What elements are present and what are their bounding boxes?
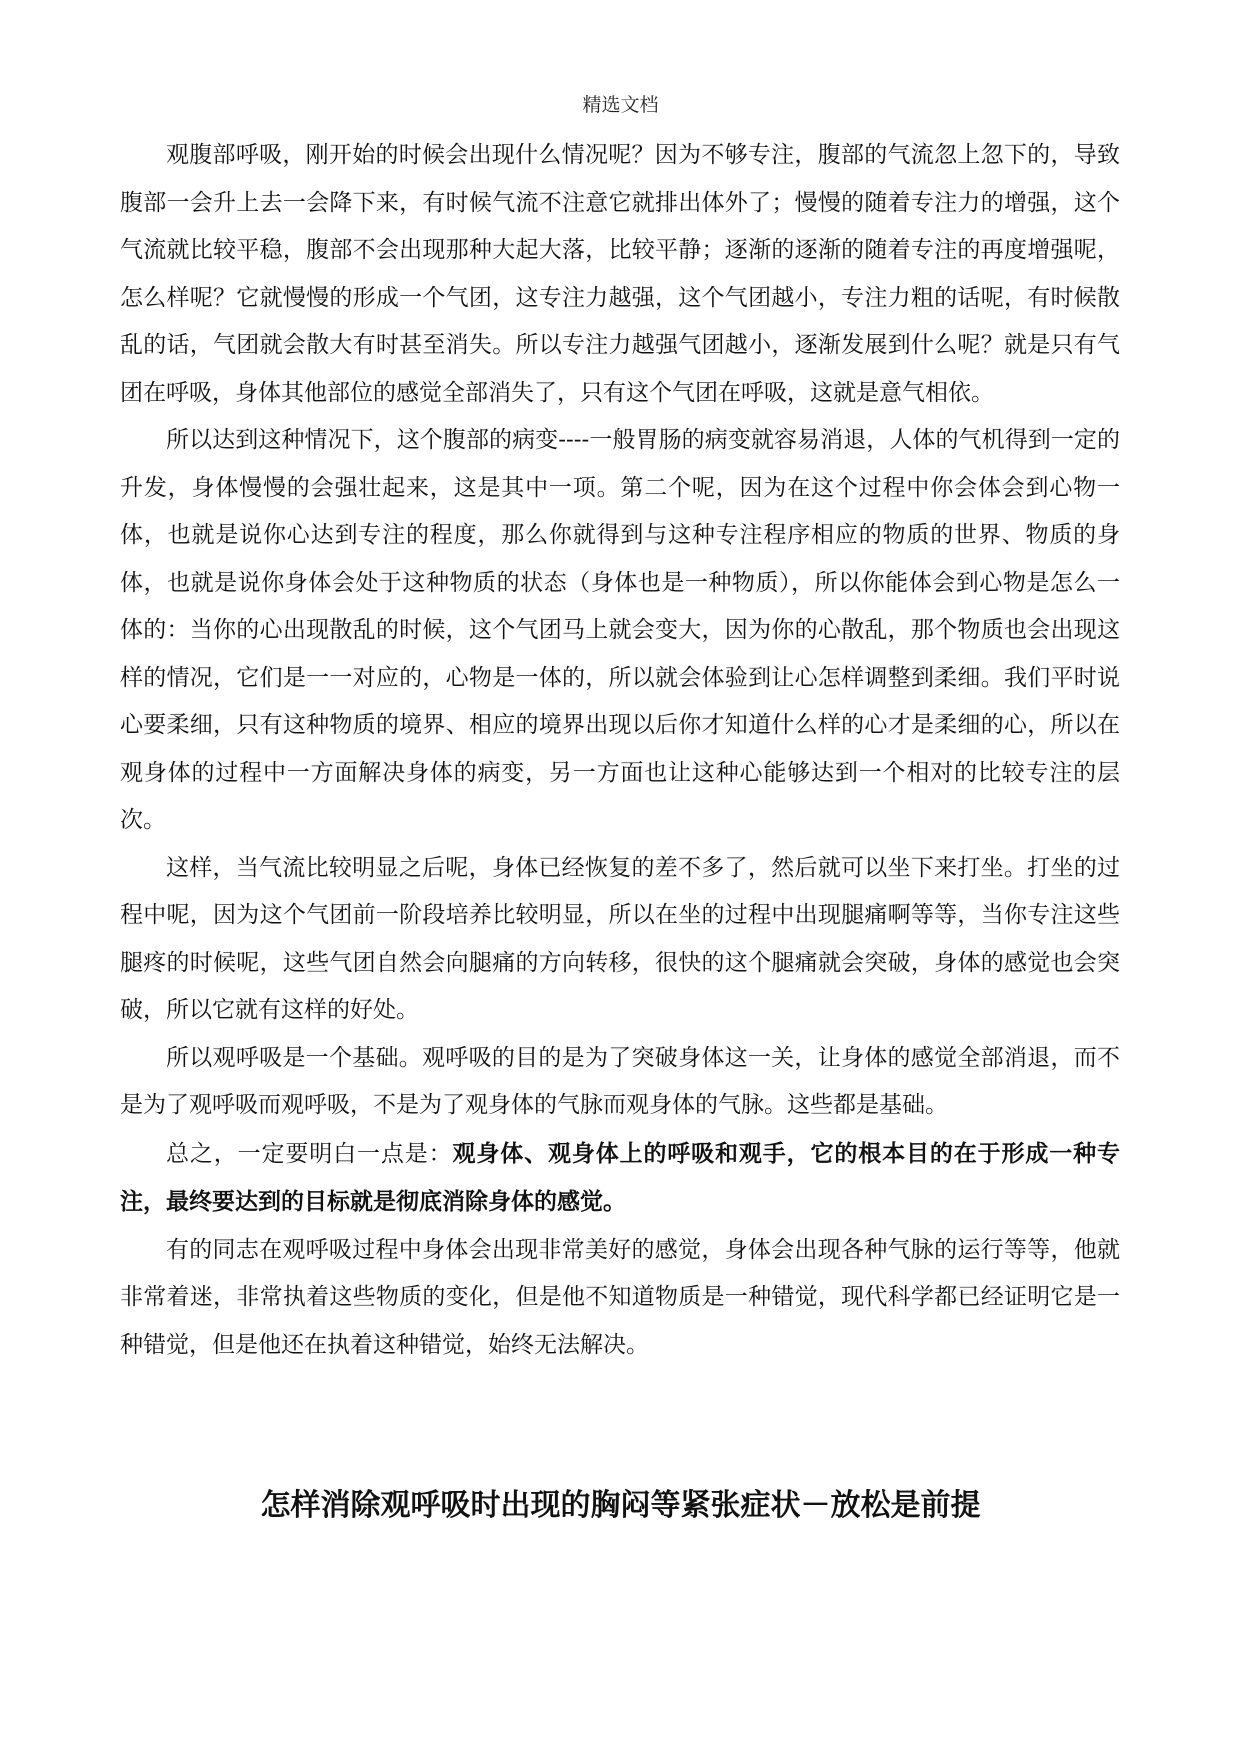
paragraph-2: 所以达到这种情况下，这个腹部的病变----一般胃肠的病变就容易消退，人体的气机得到一定的升发，身体慢慢的会强壮起来，这是其中一项。第二个呢，因为在这个过程中你会体会到心物一体，也就是说你心达到专注的程度，那么你就得到与这种专注程序相应的物质的世界、物质的身体，也就是说你身体会处于这种物质的状态（身体也是一种物质），所以你能体会到心物是怎么一体的：当你的心出现散乱的时候，这个气团马上就会变大，因为你的心散乱，那个物质也会出现这样的情况，它们是一一对应的，心物是一体的，所以就会体验到让心怎样调整到柔细。我们平时说心要柔细，只有这种物质的境界、相应的境界出现以后你才知道什么样的心才是柔细的心，所以在观身体的过程中一方面解决身体的病变，另一方面也让这种心能够达到一个相对的比较专注的层次。 (120, 427, 1120, 833)
page-header: 精选文档 (582, 94, 659, 116)
paragraph-3: 这样，当气流比较明显之后呢，身体已经恢复的差不多了，然后就可以坐下来打坐。打坐的过程中呢，因为这个气团前一阶段培养比较明显，所以在坐的过程中出现腿痛啊等等，当你专注这些腿疼的时候呢，这些气团自然会向腿痛的方向转移，很快的这个腿痛就会突破，身体的感觉也会突破，所以它就有这样的好处。 (120, 854, 1120, 1023)
paragraph-5-emphasis: 观身体、观身体上的呼吸和观手，它的根本目的在于形成一种专注，最终要达到的目标就是彻底消除身体的感觉。 (120, 1139, 1121, 1215)
section-title: 怎样消除观呼吸时出现的胸闷等紧张症状－放松是前提 (260, 1488, 981, 1523)
body-text (120, 132, 1120, 1369)
paragraph-4: 所以观呼吸是一个基础。观呼吸的目的是为了突破身体这一关，让身体的感觉全部消退，而不是为了观呼吸而观呼吸，不是为了观身体的气脉而观身体的气脉。这些都是基础。 (120, 1044, 1120, 1118)
paragraph-6: 有的同志在观呼吸过程中身体会出现非常美好的感觉，身体会出现各种气脉的运行等等，他就非常着迷，非常执着这些物质的变化，但是他不知道物质是一种错觉，现代科学都已经证明它是一种错觉，但是他还在执着这种错觉，始终无法解决。 (120, 1236, 1120, 1358)
paragraph-5 (120, 1130, 1120, 1227)
paragraph-5-lead: 总之，一定要明白一点是： (166, 1140, 453, 1167)
paragraph-1: 观腹部呼吸，刚开始的时候会出现什么情况呢？因为不够专注，腹部的气流忽上忽下的，导致腹部一会升上去一会降下来，有时候气流不注意它就排出体外了；慢慢的随着专注力的增强，这个气流就比较平稳，腹部不会出现那种大起大落，比较平静；逐渐的逐渐的随着专注的再度增强呢，怎么样呢？它就慢慢的形成一个气团，这专注力越强，这个气团越小，专注力粗的话呢，有时候散乱的话，气团就会散大有时甚至消失。所以专注力越强气团越小，逐渐发展到什么呢？就是只有气团在呼吸，身体其他部位的感觉全部消失了，只有这个气团在呼吸，这就是意气相依。 (120, 142, 1120, 406)
